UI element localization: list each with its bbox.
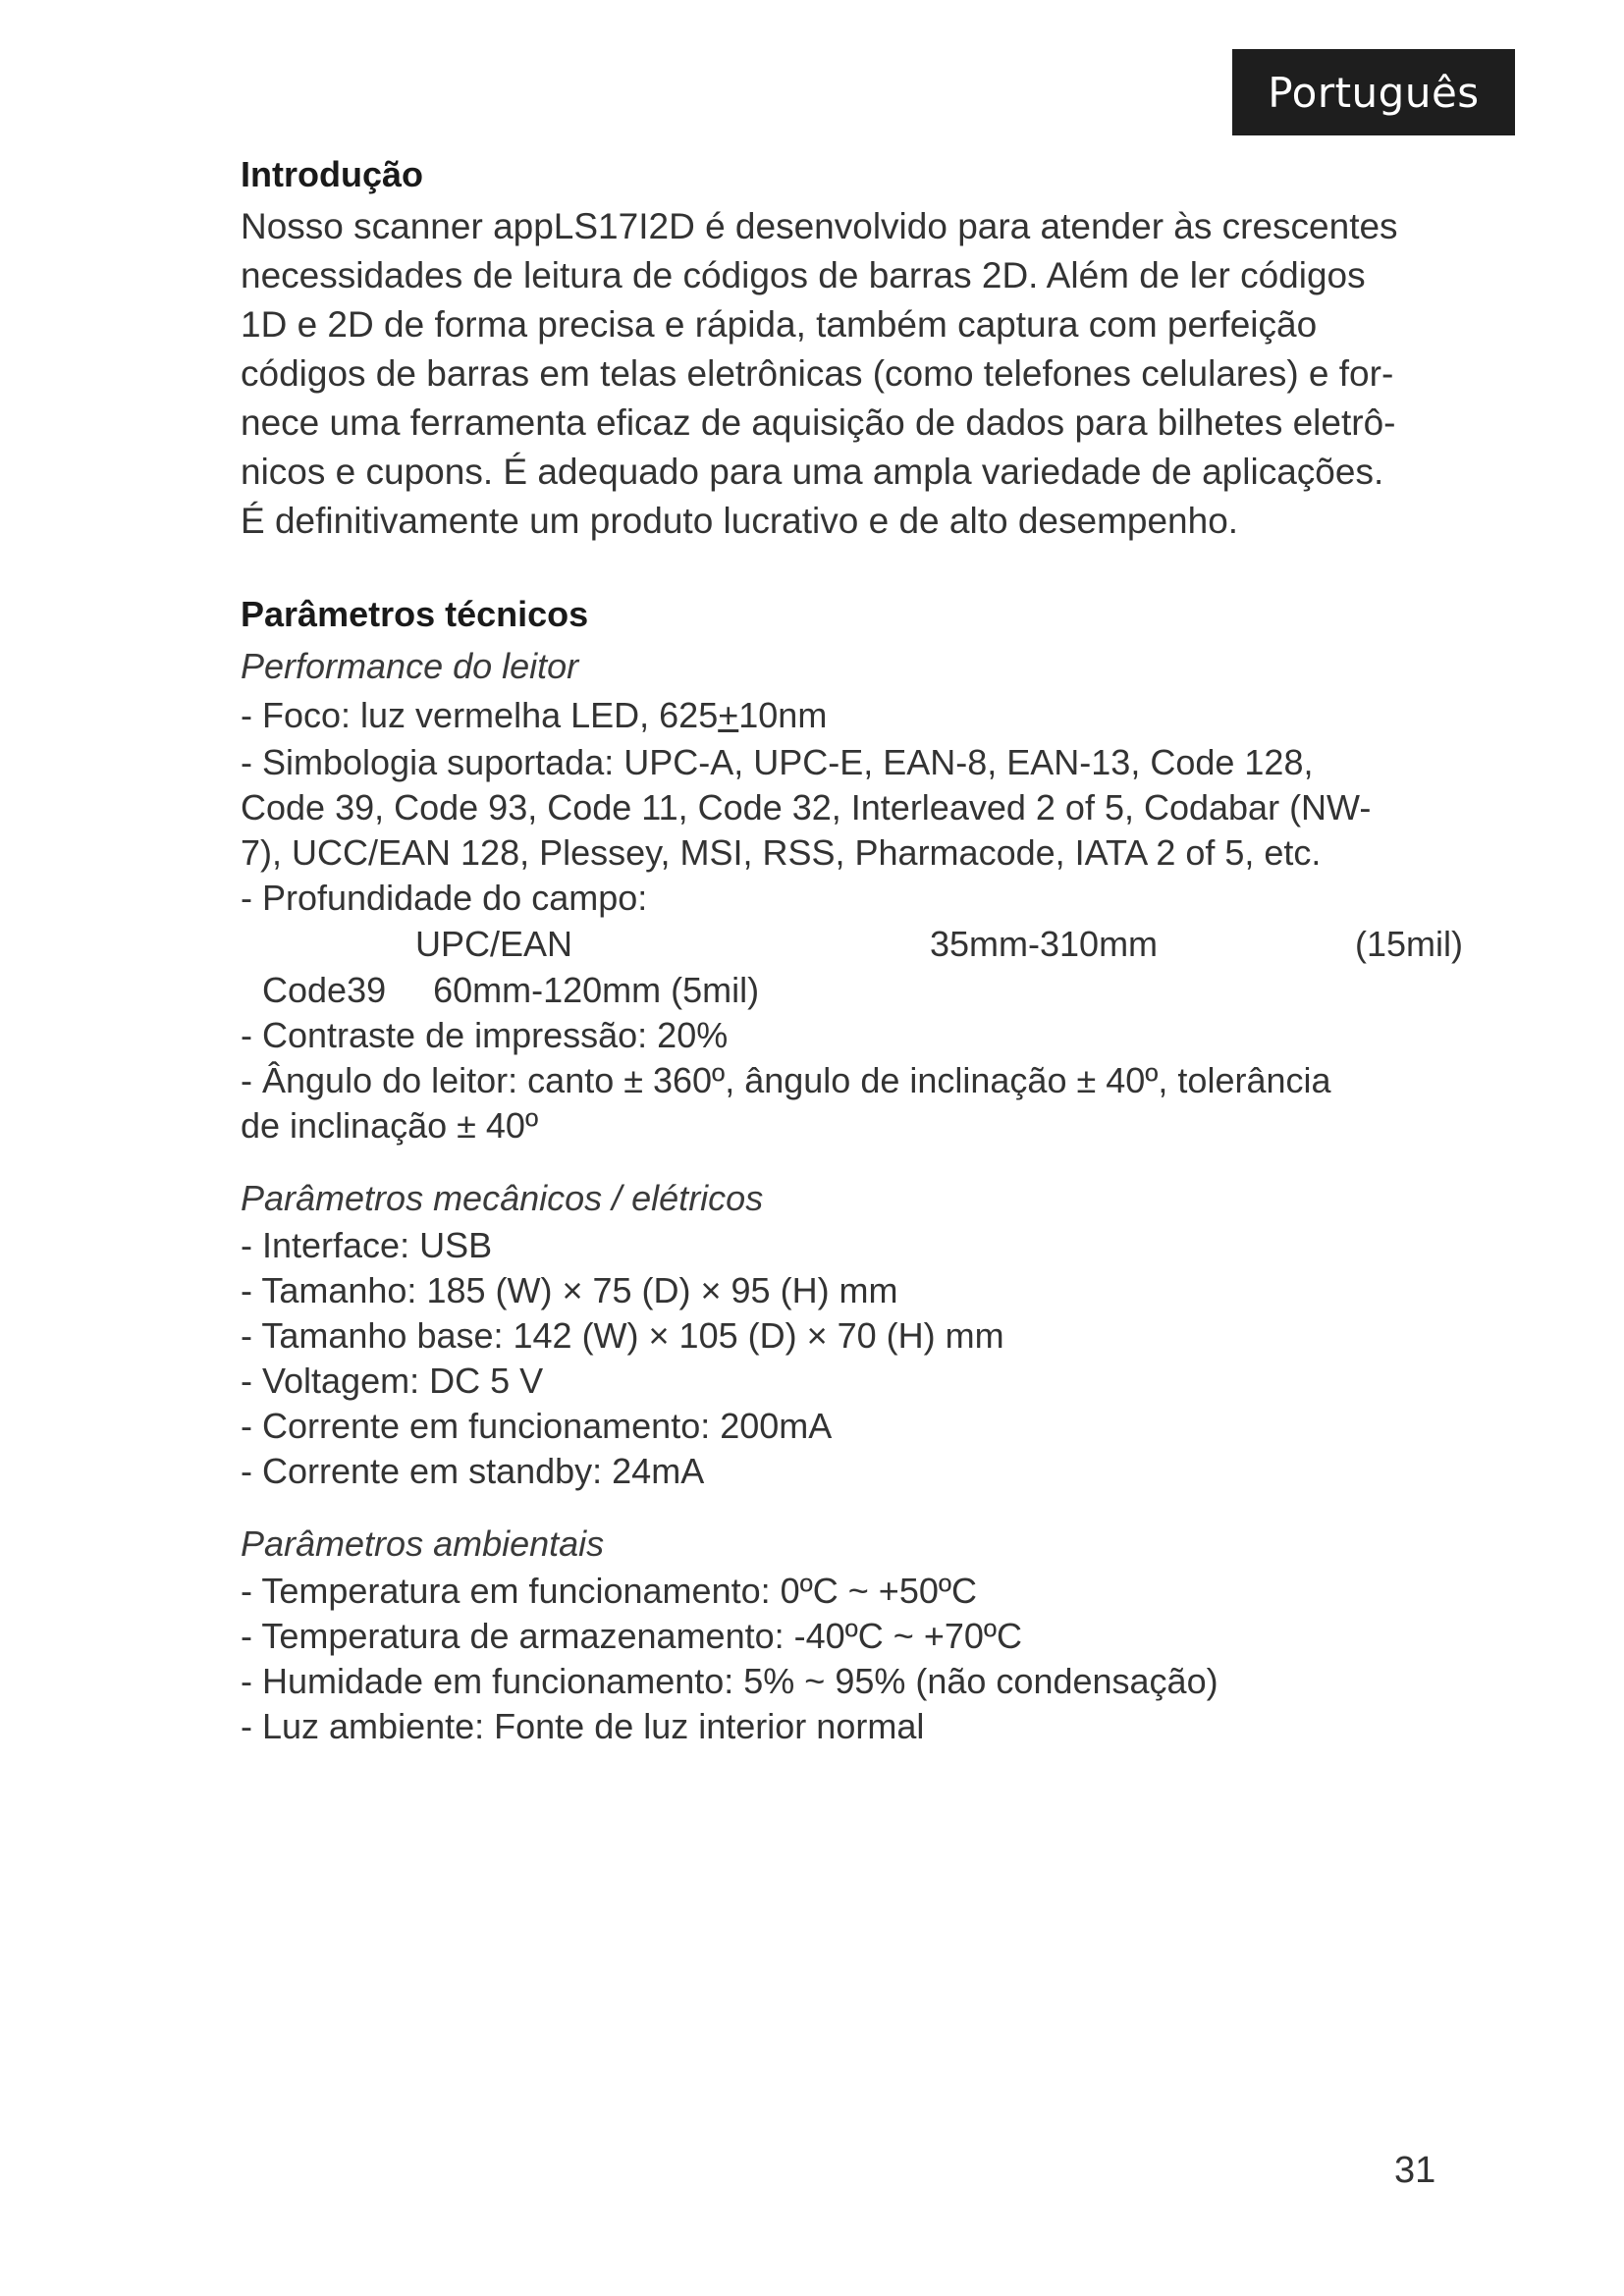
contrast-item: - Contraste de impressão: 20% bbox=[241, 1015, 729, 1055]
intro-line: nicos e cupons. É adequado para uma ampla variedade de aplicações. bbox=[241, 452, 1384, 492]
focus-suffix: 10nm bbox=[738, 695, 828, 735]
intro-line: Nosso scanner appLS17I2D é desenvolvido para atender às crescentes bbox=[241, 206, 1398, 246]
symbology-line: - Simbologia suportada: UPC-A, UPC-E, EAN-8, EAN-13, Code 128, bbox=[241, 742, 1314, 782]
symbology-line: Code 39, Code 93, Code 11, Code 32, Interleaved 2 of 5, Codabar (NW- bbox=[241, 787, 1372, 828]
angle-line: - Ângulo do leitor: canto ± 360º, ângulo de inclinação ± 40º, tolerância bbox=[241, 1060, 1331, 1100]
environment-subheading: Parâmetros ambientais bbox=[241, 1523, 605, 1564]
tech-heading: Parâmetros técnicos bbox=[241, 594, 589, 634]
depth-upc-range: 35mm-310mm bbox=[930, 924, 1159, 964]
page-number: 31 bbox=[1394, 2150, 1436, 2191]
depth-code39-code: Code39 bbox=[262, 970, 387, 1010]
mechanical-section bbox=[241, 1174, 1409, 1494]
tech-section bbox=[241, 587, 1464, 1749]
mechanical-item: - Tamanho base: 142 (W) × 105 (D) × 70 (H) mm bbox=[241, 1315, 1004, 1356]
page-content bbox=[241, 147, 1464, 1749]
mechanical-item: - Corrente em standby: 24mA bbox=[241, 1451, 705, 1491]
focus-prefix: - Foco: luz vermelha LED, 625 bbox=[241, 695, 719, 735]
intro-line: É definitivamente um produto lucrativo e de alto desempenho. bbox=[241, 501, 1239, 541]
mechanical-item: - Interface: USB bbox=[241, 1225, 493, 1265]
depth-label: - Profundidade do campo: bbox=[241, 878, 648, 918]
depth-row-code39 bbox=[241, 968, 1409, 1013]
environment-section bbox=[241, 1520, 1409, 1749]
mechanical-subheading: Parâmetros mecânicos / elétricos bbox=[241, 1178, 764, 1218]
intro-heading: Introdução bbox=[241, 154, 423, 194]
environment-item: - Temperatura em funcionamento: 0ºC ~ +50ºC bbox=[241, 1571, 978, 1611]
depth-code39-range: 60mm-120mm (5mil) bbox=[433, 970, 760, 1010]
mechanical-item: - Corrente em funcionamento: 200mA bbox=[241, 1406, 833, 1446]
mechanical-item: - Voltagem: DC 5 V bbox=[241, 1361, 544, 1401]
environment-item: - Humidade em funcionamento: 5% ~ 95% (não condensação) bbox=[241, 1661, 1218, 1701]
intro-line: necessidades de leitura de códigos de barras 2D. Além de ler códigos bbox=[241, 255, 1366, 295]
environment-item: - Luz ambiente: Fonte de luz interior normal bbox=[241, 1706, 925, 1746]
intro-line: códigos de barras em telas eletrônicas (como telefones celulares) e for- bbox=[241, 353, 1394, 394]
depth-upc-unit: (15mil) bbox=[1355, 924, 1464, 964]
plus-minus-symbol: + bbox=[718, 695, 739, 735]
focus-item bbox=[241, 691, 1409, 740]
intro-line: 1D e 2D de forma precisa e rápida, também captura com perfeição bbox=[241, 304, 1318, 345]
symbology-line: 7), UCC/EAN 128, Plessey, MSI, RSS, Pharmacode, IATA 2 of 5, etc. bbox=[241, 832, 1322, 873]
depth-upc-code: UPC/EAN bbox=[415, 924, 573, 964]
environment-item: - Temperatura de armazenamento: -40ºC ~ +70ºC bbox=[241, 1616, 1023, 1656]
mechanical-item: - Tamanho: 185 (W) × 75 (D) × 95 (H) mm bbox=[241, 1270, 898, 1310]
language-tab: Português bbox=[1232, 49, 1515, 135]
angle-line: de inclinação ± 40º bbox=[241, 1105, 539, 1146]
reader-subheading: Performance do leitor bbox=[241, 646, 579, 686]
depth-row-upc bbox=[241, 921, 1464, 968]
intro-paragraph bbox=[241, 202, 1409, 546]
intro-line: nece uma ferramenta eficaz de aquisição de dados para bilhetes eletrô- bbox=[241, 402, 1396, 443]
